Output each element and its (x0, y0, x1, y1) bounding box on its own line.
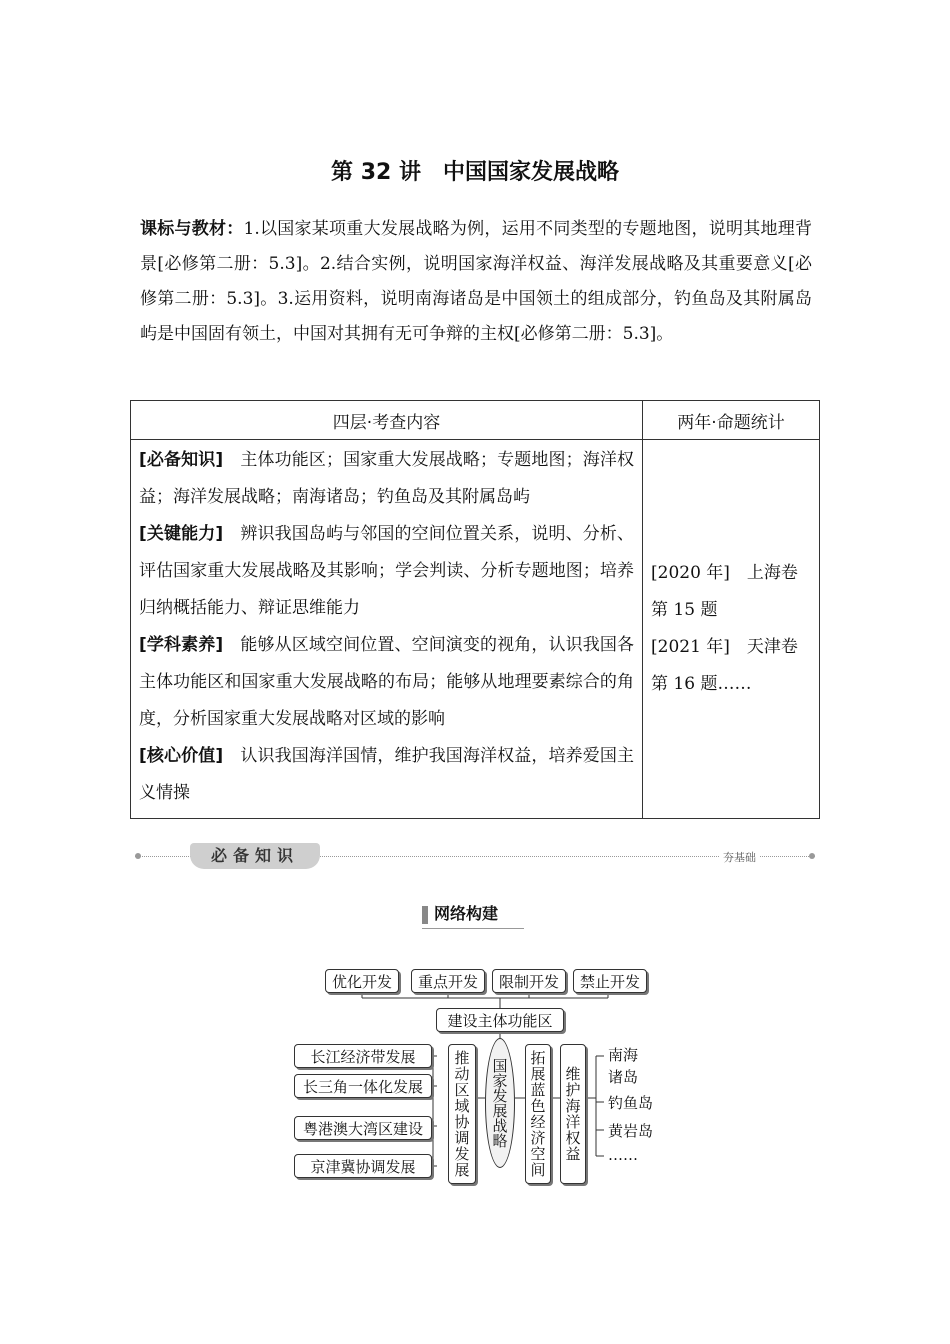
exam-content-table (130, 400, 820, 819)
top-item-optimize: 优化开发 (325, 969, 399, 993)
row-literacy: [学科素养] 能够从区域空间位置、空间演变的视角，认识我国各主体功能区和国家重大发展战略的布局；能够从地理要素综合的角度，分析国家重大发展战略对区域的影响 (139, 635, 634, 729)
stat-2020-question: 第 15 题 (651, 600, 718, 620)
title-bar-icon (422, 906, 428, 924)
left-branch: 推动区域协调发展 (448, 1044, 476, 1184)
divider-dot-icon (135, 853, 141, 859)
stats-cell (643, 440, 820, 819)
island-huangyan: 黄岩岛 (608, 1122, 654, 1140)
left-item-jjj: 京津冀协调发展 (294, 1154, 432, 1178)
center-node: 国家发展战略 (485, 1038, 515, 1168)
left-item-yrd: 长三角一体化发展 (294, 1074, 432, 1098)
divider-dot-icon (809, 853, 815, 859)
header-right: 两年·命题统计 (643, 401, 820, 440)
top-item-restrict: 限制开发 (492, 969, 566, 993)
row-values: [核心价值] 认识我国海洋国情，维护我国海洋权益，培养爱国主义情操 (139, 746, 634, 803)
top-item-key: 重点开发 (411, 969, 485, 993)
curriculum-label: 课标与教材： (140, 219, 244, 239)
left-item-yangtze: 长江经济带发展 (294, 1044, 432, 1068)
left-item-gba: 粤港澳大湾区建设 (294, 1116, 432, 1140)
network-title: 网络构建 (422, 902, 524, 929)
curriculum-text: 1.以国家某项重大发展战略为例，运用不同类型的专题地图，说明其地理背景[必修第二册：5.3]。2.结合实例，说明国家海洋权益、海洋发展战略及其重要意义[必修第二册：5.3]。3.运用资料，说明南海诸岛是中国领土的组成部分，钓鱼岛及其附属岛屿是中国固有领土，中国对其拥有无可争辩的主权[必修第二册：5.3]。 (140, 219, 813, 344)
zone-box: 建设主体功能区 (436, 1008, 564, 1032)
top-item-forbid: 禁止开发 (573, 969, 647, 993)
island-diaoyu: 钓鱼岛 (608, 1094, 654, 1112)
page-title: 第 32 讲 中国国家发展战略 (331, 160, 619, 185)
mid-branch: 拓展蓝色经济空间 (525, 1044, 551, 1184)
header-left: 四层·考查内容 (131, 401, 643, 440)
row-knowledge: [必备知识] 主体功能区；国家重大发展战略；专题地图；海洋权益；海洋发展战略；南海诸岛；钓鱼岛及其附属岛屿 (139, 450, 634, 507)
row-ability: [关键能力] 辨识我国岛屿与邻国的空间位置关系，说明、分析、评估国家重大发展战略及其影响；学会判读、分析专题地图；培养归纳概括能力、辩证思维能力 (139, 524, 634, 618)
section-subtitle: 夯基础 (719, 849, 760, 865)
stat-2021-question: 第 16 题…… (651, 674, 752, 694)
stat-2021: [2021 年] 天津卷 (651, 637, 798, 657)
curriculum-standard (140, 212, 812, 352)
content-cell (131, 440, 643, 819)
island-more: …… (608, 1146, 638, 1164)
section-divider (135, 843, 815, 871)
stat-2020: [2020 年] 上海卷 (651, 563, 798, 583)
right-branch: 维护海洋权益 (560, 1044, 586, 1184)
section-badge: 必备知识 (190, 843, 320, 869)
concept-diagram (280, 960, 680, 1200)
island-nanhai: 南海诸岛 (608, 1046, 639, 1086)
